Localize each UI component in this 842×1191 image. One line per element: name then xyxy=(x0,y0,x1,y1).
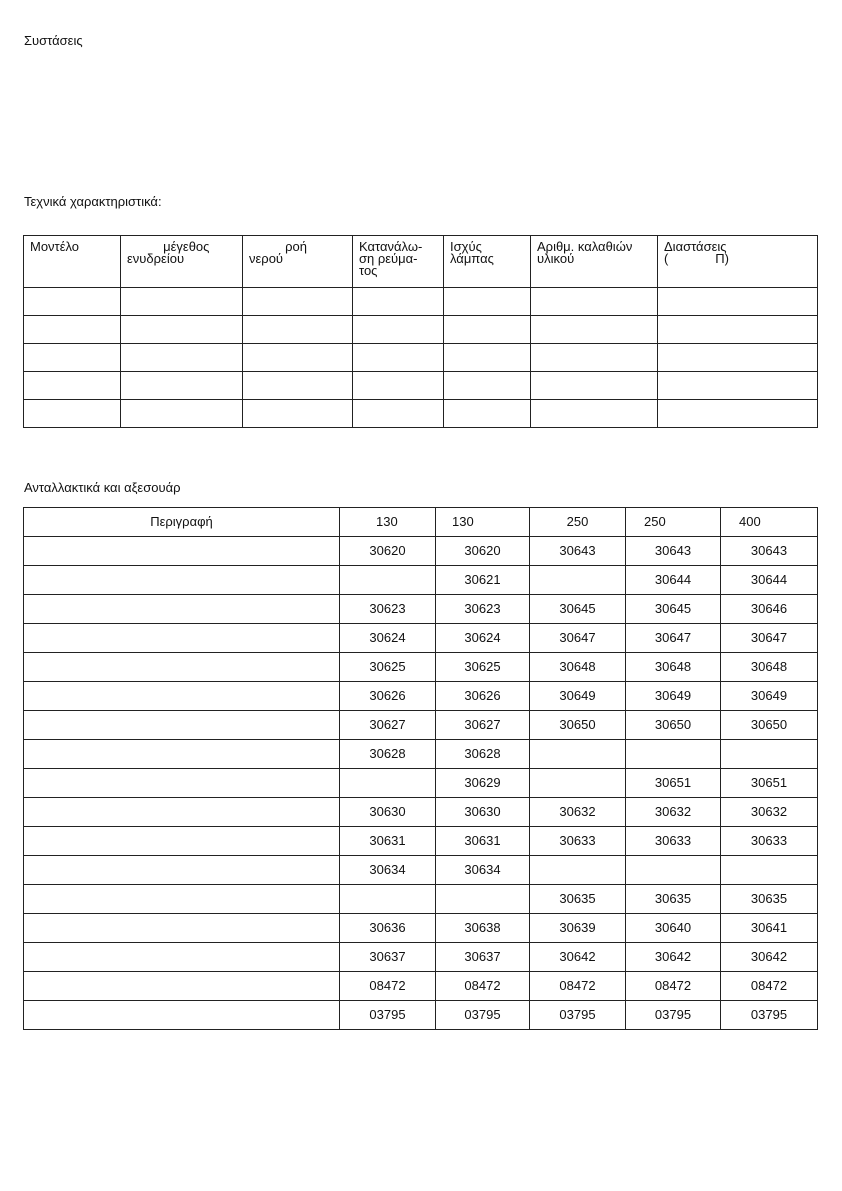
part-number-cell: 30635 xyxy=(721,885,818,914)
part-number-cell: 30636 xyxy=(340,914,436,943)
part-number-cell: 30637 xyxy=(436,943,530,972)
part-number-cell: 30631 xyxy=(436,827,530,856)
part-number-cell: 30634 xyxy=(340,856,436,885)
part-number-cell: 30642 xyxy=(721,943,818,972)
part-number-cell: 30639 xyxy=(530,914,626,943)
part-description-cell xyxy=(24,711,340,740)
part-description-cell xyxy=(24,537,340,566)
part-description-cell xyxy=(24,827,340,856)
tech-cell xyxy=(121,372,243,400)
parts-table-row xyxy=(24,740,818,769)
part-number-cell: 30632 xyxy=(530,798,626,827)
part-number-cell: 30645 xyxy=(530,595,626,624)
part-number-cell xyxy=(530,740,626,769)
technical-specs-heading: Τεχνικά χαρακτηριστικά: xyxy=(24,194,162,209)
tech-header-power-consumption: Κατανάλω- ση ρεύμα- τος xyxy=(353,236,444,288)
tech-cell xyxy=(121,316,243,344)
part-number-cell: 30624 xyxy=(436,624,530,653)
part-number-cell: 30642 xyxy=(530,943,626,972)
part-description-cell xyxy=(24,943,340,972)
tech-cell xyxy=(243,400,353,428)
part-number-cell: 30625 xyxy=(340,653,436,682)
parts-table-row xyxy=(24,1001,818,1030)
part-number-cell: 30626 xyxy=(340,682,436,711)
part-number-cell: 30646 xyxy=(721,595,818,624)
tech-cell xyxy=(444,316,531,344)
part-number-cell xyxy=(340,769,436,798)
part-number-cell: 08472 xyxy=(721,972,818,1001)
tech-cell xyxy=(658,344,818,372)
tech-header-dimensions: Διαστάσεις ( Π) xyxy=(658,236,818,288)
part-number-cell: 30645 xyxy=(626,595,721,624)
part-number-cell: 30631 xyxy=(340,827,436,856)
recommendations-heading: Συστάσεις xyxy=(24,33,83,48)
part-number-cell: 03795 xyxy=(626,1001,721,1030)
part-description-cell xyxy=(24,624,340,653)
part-number-cell: 30641 xyxy=(721,914,818,943)
part-number-cell: 30627 xyxy=(340,711,436,740)
part-number-cell: 30624 xyxy=(340,624,436,653)
part-number-cell xyxy=(340,566,436,595)
parts-table-row xyxy=(24,595,818,624)
tech-cell xyxy=(531,400,658,428)
part-number-cell: 30647 xyxy=(530,624,626,653)
part-number-cell: 30633 xyxy=(626,827,721,856)
part-number-cell: 03795 xyxy=(436,1001,530,1030)
tech-header-aquarium-size: μέγεθος ενυδρείου xyxy=(121,236,243,288)
part-number-cell: 30620 xyxy=(340,537,436,566)
tech-cell xyxy=(353,400,444,428)
parts-header-model: 130 xyxy=(340,508,436,537)
parts-table-row xyxy=(24,798,818,827)
tech-cell xyxy=(658,400,818,428)
part-number-cell: 30635 xyxy=(530,885,626,914)
parts-table-row xyxy=(24,711,818,740)
part-description-cell xyxy=(24,653,340,682)
parts-table-row xyxy=(24,943,818,972)
tech-cell xyxy=(658,288,818,316)
part-number-cell: 30643 xyxy=(721,537,818,566)
tech-cell xyxy=(243,344,353,372)
part-number-cell: 30626 xyxy=(436,682,530,711)
part-description-cell xyxy=(24,1001,340,1030)
part-number-cell xyxy=(721,856,818,885)
part-description-cell xyxy=(24,885,340,914)
parts-table-row xyxy=(24,653,818,682)
tech-cell xyxy=(658,372,818,400)
part-number-cell xyxy=(340,885,436,914)
part-number-cell: 30633 xyxy=(530,827,626,856)
part-number-cell: 30630 xyxy=(340,798,436,827)
tech-cell xyxy=(243,288,353,316)
parts-header-row xyxy=(24,508,818,537)
spare-parts-heading: Ανταλλακτικά και αξεσουάρ xyxy=(24,480,181,495)
part-number-cell: 30640 xyxy=(626,914,721,943)
technical-header-row xyxy=(24,236,818,288)
part-number-cell: 30632 xyxy=(626,798,721,827)
part-description-cell xyxy=(24,914,340,943)
part-number-cell: 30625 xyxy=(436,653,530,682)
parts-header-model: 130 xyxy=(436,508,530,537)
part-number-cell: 30629 xyxy=(436,769,530,798)
part-number-cell: 30621 xyxy=(436,566,530,595)
tech-table-row xyxy=(24,288,818,316)
tech-cell xyxy=(353,372,444,400)
parts-table-row xyxy=(24,827,818,856)
part-number-cell: 30635 xyxy=(626,885,721,914)
part-number-cell: 30650 xyxy=(530,711,626,740)
part-number-cell: 30644 xyxy=(721,566,818,595)
tech-cell xyxy=(121,400,243,428)
part-number-cell xyxy=(626,740,721,769)
tech-cell xyxy=(531,288,658,316)
tech-cell xyxy=(658,316,818,344)
part-description-cell xyxy=(24,798,340,827)
tech-cell xyxy=(121,288,243,316)
tech-cell xyxy=(531,316,658,344)
parts-header-model: 250 xyxy=(626,508,721,537)
tech-header-basket-count: Αριθμ. καλαθιών υλικού xyxy=(531,236,658,288)
parts-table-row xyxy=(24,624,818,653)
tech-cell xyxy=(243,316,353,344)
tech-cell xyxy=(353,316,444,344)
parts-table-row xyxy=(24,769,818,798)
part-number-cell: 30650 xyxy=(626,711,721,740)
part-number-cell: 30649 xyxy=(530,682,626,711)
part-description-cell xyxy=(24,856,340,885)
part-number-cell: 30623 xyxy=(436,595,530,624)
part-number-cell: 30644 xyxy=(626,566,721,595)
part-number-cell: 30638 xyxy=(436,914,530,943)
part-number-cell: 30643 xyxy=(626,537,721,566)
parts-table-row xyxy=(24,914,818,943)
part-number-cell: 30648 xyxy=(626,653,721,682)
part-number-cell: 30647 xyxy=(626,624,721,653)
part-number-cell: 08472 xyxy=(626,972,721,1001)
part-number-cell xyxy=(626,856,721,885)
part-number-cell: 30648 xyxy=(721,653,818,682)
tech-table-row xyxy=(24,316,818,344)
part-number-cell xyxy=(721,740,818,769)
part-number-cell: 30630 xyxy=(436,798,530,827)
part-number-cell: 30648 xyxy=(530,653,626,682)
part-description-cell xyxy=(24,769,340,798)
part-number-cell: 30637 xyxy=(340,943,436,972)
part-number-cell xyxy=(436,885,530,914)
tech-cell xyxy=(353,344,444,372)
tech-cell xyxy=(24,344,121,372)
tech-cell xyxy=(243,372,353,400)
part-number-cell: 30634 xyxy=(436,856,530,885)
part-description-cell xyxy=(24,682,340,711)
part-number-cell xyxy=(530,769,626,798)
parts-table-row xyxy=(24,856,818,885)
part-number-cell: 30643 xyxy=(530,537,626,566)
part-description-cell xyxy=(24,566,340,595)
technical-specs-table xyxy=(23,235,818,428)
part-number-cell: 30649 xyxy=(626,682,721,711)
tech-cell xyxy=(24,400,121,428)
tech-cell xyxy=(444,288,531,316)
part-number-cell xyxy=(530,856,626,885)
part-number-cell: 30632 xyxy=(721,798,818,827)
part-number-cell: 30620 xyxy=(436,537,530,566)
tech-cell xyxy=(444,344,531,372)
tech-cell xyxy=(24,372,121,400)
tech-cell xyxy=(24,316,121,344)
part-number-cell: 03795 xyxy=(340,1001,436,1030)
tech-cell xyxy=(531,344,658,372)
tech-table-row xyxy=(24,372,818,400)
part-description-cell xyxy=(24,972,340,1001)
tech-cell xyxy=(121,344,243,372)
part-number-cell: 08472 xyxy=(436,972,530,1001)
part-number-cell: 30642 xyxy=(626,943,721,972)
part-number-cell: 30628 xyxy=(340,740,436,769)
part-number-cell: 03795 xyxy=(530,1001,626,1030)
parts-table-row xyxy=(24,537,818,566)
parts-table-row xyxy=(24,682,818,711)
parts-header-description: Περιγραφή xyxy=(24,508,340,537)
tech-cell xyxy=(444,372,531,400)
part-number-cell: 30628 xyxy=(436,740,530,769)
tech-cell xyxy=(444,400,531,428)
tech-header-lamp-power: Ισχύς λάμπας xyxy=(444,236,531,288)
part-number-cell: 30647 xyxy=(721,624,818,653)
tech-cell xyxy=(353,288,444,316)
parts-table-row xyxy=(24,972,818,1001)
parts-table-row xyxy=(24,566,818,595)
tech-header-model: Μοντέλο xyxy=(24,236,121,288)
part-description-cell xyxy=(24,740,340,769)
part-number-cell: 08472 xyxy=(340,972,436,1001)
part-number-cell: 03795 xyxy=(721,1001,818,1030)
parts-table-row xyxy=(24,885,818,914)
part-number-cell: 30651 xyxy=(721,769,818,798)
part-number-cell xyxy=(530,566,626,595)
part-number-cell: 30623 xyxy=(340,595,436,624)
parts-header-model: 400 xyxy=(721,508,818,537)
tech-table-row xyxy=(24,344,818,372)
part-number-cell: 30649 xyxy=(721,682,818,711)
parts-header-model: 250 xyxy=(530,508,626,537)
part-number-cell: 30633 xyxy=(721,827,818,856)
tech-cell xyxy=(24,288,121,316)
part-number-cell: 30627 xyxy=(436,711,530,740)
part-number-cell: 08472 xyxy=(530,972,626,1001)
part-number-cell: 30650 xyxy=(721,711,818,740)
part-description-cell xyxy=(24,595,340,624)
tech-header-water-flow: ροή νερού xyxy=(243,236,353,288)
tech-cell xyxy=(531,372,658,400)
part-number-cell: 30651 xyxy=(626,769,721,798)
spare-parts-table xyxy=(23,507,818,1030)
tech-table-row xyxy=(24,400,818,428)
